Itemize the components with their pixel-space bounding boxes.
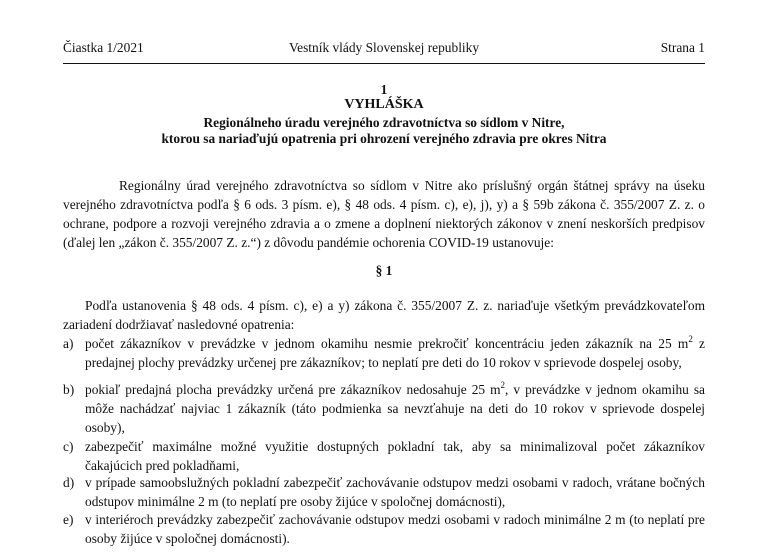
list-item-text: pokiaľ predajná plocha prevádzky určená pre zákazníkov nedosahuje 25 $m^2$, v prevádzke v jednom okamihu sa môže nachádzať najviac 1 zákazník (táto podmienka sa nevzťahuje na deti do 10 rokov v sprievode dospelej osoby), — [85, 380, 705, 435]
list-item-text: zabezpečiť maximálne možné využitie dostupných pokladní tak, aby sa minimalizoval počet zákazníkov čakajúcich pred pokladňami, — [85, 439, 705, 473]
header-divider — [63, 63, 705, 64]
list-item-text: v interiéroch prevádzky zabezpečiť zachovávanie odstupov medzi osobami v radoch minimálne 2 m (to neplatí pre osoby žijúce v spoločnej domácnosti). — [85, 512, 705, 546]
journal-name: Vestník vlády Slovenskej republiky — [288, 40, 480, 55]
intro-paragraph — [63, 176, 705, 252]
list-item-text: počet zákazníkov v prevádzke v jednom okamihu nesmie prekročiť koncentráciu jeden zákazník na 25 $m^2$ z predajnej plochy prevádzky určenej pre zákazníkov; to neplatí pre deti do 10 rokov v sprievode dospelej osoby, — [85, 334, 706, 370]
list-item-label: e) — [63, 512, 74, 527]
section-intro-paragraph — [63, 296, 705, 334]
running-header — [63, 40, 705, 58]
intro-text: Regionálny úrad verejného zdravotníctva so sídlom v Nitre ako príslušný orgán štátnej správy na úseku verejného zdravotníctva podľa § 6 ods. 3 písm. e), § 48 ods. 4 písm. c), e), j), y) a § 59b zákona č. 355/2007 Z. z. o ochrane, podpore a rozvoji verejného zdravia a o zmene a doplnení niektorých zákonov v znení neskorších predpisov (ďalej len „zákon č. 355/2007 Z. z.“) z dôvodu pandémie ochorenia COVID-19 ustanovuje: — [63, 178, 705, 250]
list-item-text: v prípade samoobslužných pokladní zabezpečiť zachovávanie odstupov medzi osobami v radoch, vrátane bočných odstupov minimálne 2 m (to neplatí pre osoby žijúce v spoločnej domácnosti), — [85, 475, 705, 509]
page-number: Strana 1 — [660, 40, 705, 55]
section-intro-text: Podľa ustanovenia § 48 ods. 4 písm. c), e) a y) zákona č. 355/2007 Z. z. nariaďuje všetkým prevádzkovateľom zariadení dodržiavať nasledovné opatrenia: — [63, 298, 705, 332]
document-title-line2: ktorou sa nariaďujú opatrenia pri ohrození verejného zdravia pre okres Nitra — [161, 131, 607, 146]
list-item-label: c) — [63, 439, 74, 454]
document-type: VYHLÁŠKA — [344, 97, 424, 112]
document-number: 1 — [380, 82, 388, 97]
document-title-line1: Regionálneho úradu verejného zdravotníctva so sídlom v Nitre, — [203, 115, 565, 130]
issue-number: Čiastka 1/2021 — [63, 40, 144, 55]
list-item-label: b) — [63, 382, 75, 397]
superscript: 2 — [688, 334, 693, 344]
superscript: 2 — [500, 380, 506, 390]
section-heading: § 1 — [375, 263, 393, 278]
list-item-label: a) — [63, 336, 74, 351]
list-item-label: d) — [63, 475, 75, 490]
